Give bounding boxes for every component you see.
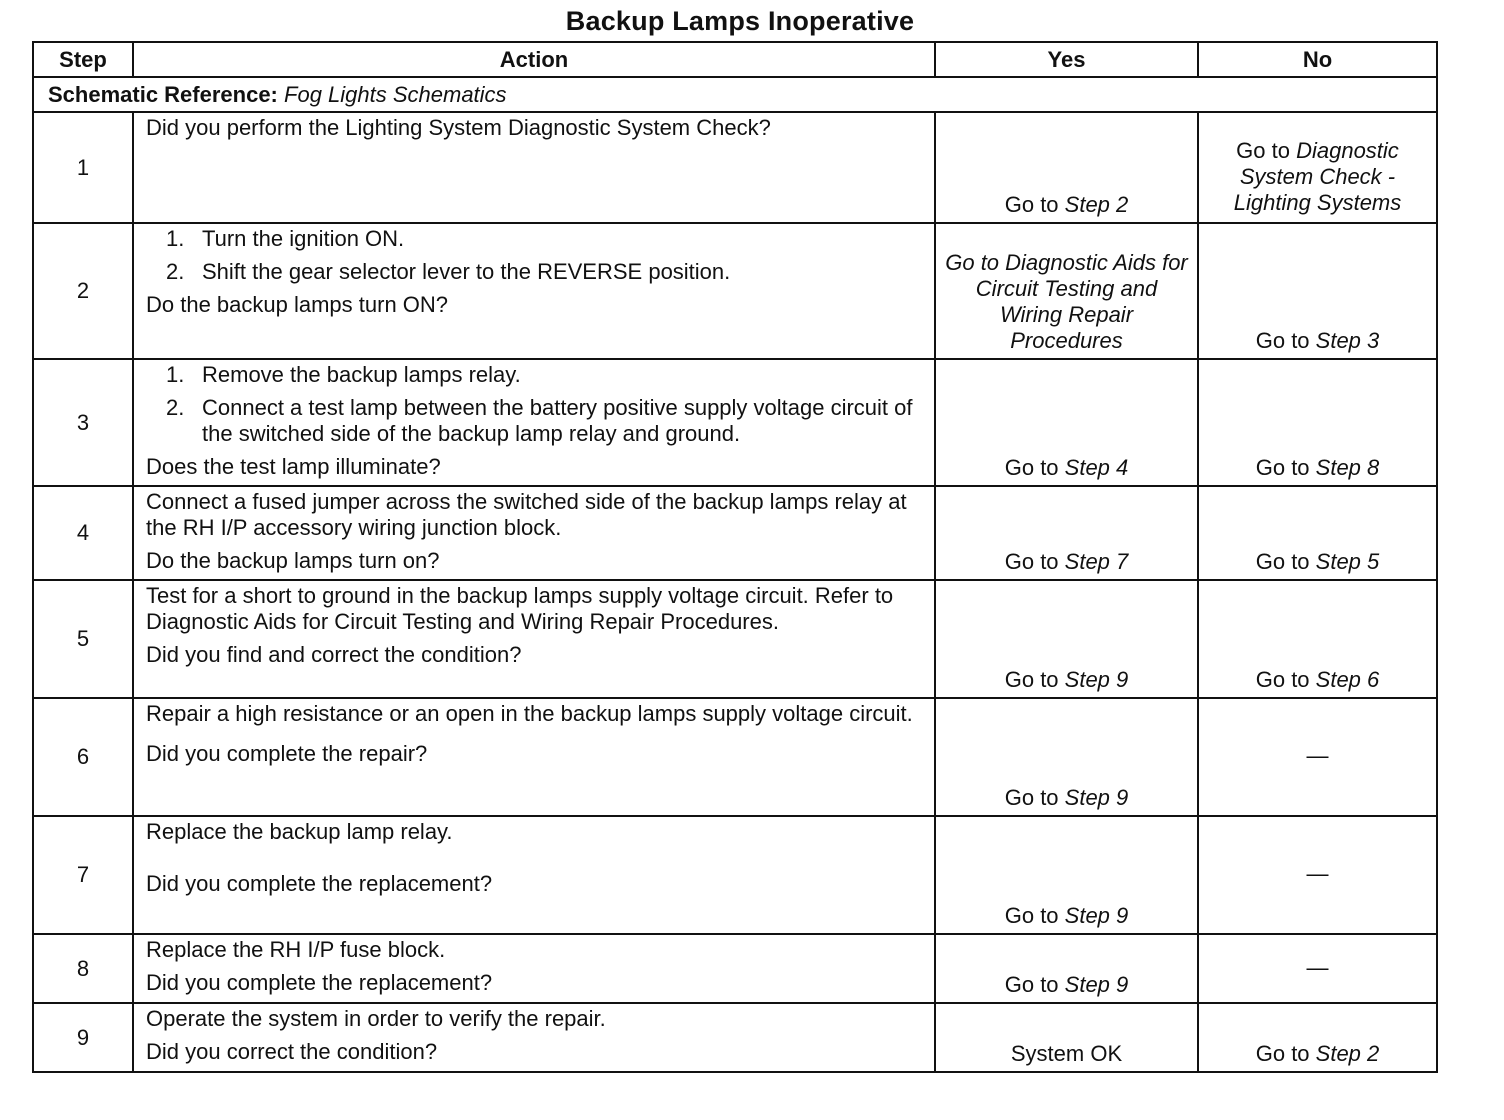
no-result	[1198, 359, 1437, 486]
action-steps-list	[146, 362, 926, 447]
yes-result-link[interactable]: Step 7	[1064, 549, 1129, 574]
header-step: Step	[33, 42, 133, 77]
no-result-link[interactable]: Step 6	[1315, 667, 1380, 692]
action-cell	[133, 816, 935, 934]
table-row	[33, 934, 1437, 1003]
action-cell	[133, 359, 935, 486]
action-step-text: Turn the ignition ON.	[202, 226, 405, 251]
action-step-item	[146, 362, 926, 388]
no-result-link[interactable]: Step 8	[1315, 455, 1380, 480]
step-number: 7	[33, 816, 133, 934]
no-result	[1198, 112, 1437, 223]
action-question: Did you complete the repair?	[146, 741, 428, 766]
action-question: Did you correct the condition?	[146, 1039, 438, 1064]
no-result-link[interactable]: Step 2	[1315, 1041, 1380, 1066]
action-step-item	[146, 259, 926, 285]
action-step-number: 1.	[166, 226, 185, 251]
no-result-text: Go to	[1236, 137, 1297, 163]
yes-result	[935, 816, 1198, 934]
step-number: 5	[33, 580, 133, 698]
action-cell	[133, 112, 935, 223]
schematic-reference-row	[33, 77, 1437, 112]
action-question: Does the test lamp illuminate?	[146, 454, 441, 479]
table-row	[33, 580, 1437, 698]
diagnostic-table	[32, 41, 1438, 1073]
yes-result-text: Go to	[1004, 455, 1065, 480]
yes-result-link[interactable]: Step 9	[1064, 903, 1129, 928]
yes-result-link[interactable]: Step 4	[1064, 455, 1129, 480]
yes-result-link[interactable]: Step 2	[1064, 192, 1129, 217]
step-number: 9	[33, 1003, 133, 1072]
yes-result-text: Go to	[1004, 549, 1065, 574]
no-result-text: Go to	[1255, 455, 1316, 480]
action-step-text: Remove the backup lamps relay.	[202, 362, 521, 387]
step-number: 3	[33, 359, 133, 486]
no-result-link[interactable]: Step 5	[1315, 549, 1380, 574]
action-cell	[133, 223, 935, 359]
table-row	[33, 112, 1437, 223]
schematic-reference-link[interactable]: Fog Lights Schematics	[284, 81, 507, 107]
table-row	[33, 1003, 1437, 1072]
action-step-item	[146, 395, 926, 447]
yes-result-text: Go to	[1004, 903, 1065, 928]
yes-result-text: Go to	[1004, 667, 1065, 692]
action-step-text: Shift the gear selector lever to the REVERSE position.	[202, 259, 731, 284]
yes-result	[935, 934, 1198, 1003]
table-row	[33, 698, 1437, 816]
yes-result-text: Go to	[1004, 785, 1065, 810]
action-text: Connect a fused jumper across the switched side of the backup lamps relay at the RH I/P accessory wiring junction block.	[146, 489, 907, 540]
yes-result	[935, 112, 1198, 223]
action-question: Did you complete the replacement?	[146, 970, 493, 995]
no-result	[1198, 223, 1437, 359]
table-row	[33, 223, 1437, 359]
schematic-reference-label: Schematic Reference:	[48, 81, 278, 107]
action-step-text: Connect a test lamp between the battery positive supply voltage circuit of the switched side of the backup lamp relay and ground.	[202, 395, 913, 446]
no-result	[1198, 698, 1437, 816]
step-number: 1	[33, 112, 133, 223]
action-cell	[133, 698, 935, 816]
table-row	[33, 816, 1437, 934]
step-number: 4	[33, 486, 133, 580]
action-question: Did you find and correct the condition?	[146, 642, 522, 667]
header-row	[33, 42, 1437, 77]
table-row	[33, 359, 1437, 486]
yes-result-link[interactable]: Go to Diagnostic Aids for Circuit Testing and Wiring Repair Procedures	[945, 250, 1188, 353]
yes-result	[935, 1003, 1198, 1072]
action-text: Test for a short to ground in the backup lamps supply voltage circuit. Refer to Diagnostic Aids for Circuit Testing and Wiring Repair Procedures.	[146, 583, 894, 634]
yes-result	[935, 698, 1198, 816]
action-steps-list	[146, 226, 926, 285]
action-question: Do the backup lamps turn ON?	[146, 292, 449, 317]
action-text: Did you perform the Lighting System Diagnostic System Check?	[146, 115, 771, 140]
no-result-text: —	[1306, 861, 1329, 886]
action-text: Operate the system in order to verify the repair.	[146, 1006, 606, 1031]
no-result	[1198, 816, 1437, 934]
step-number: 2	[33, 223, 133, 359]
action-step-number: 1.	[166, 362, 185, 387]
action-text: Replace the backup lamp relay.	[146, 819, 453, 844]
action-step-item	[146, 226, 926, 252]
action-text: Replace the RH I/P fuse block.	[146, 937, 446, 962]
yes-result-text: Go to	[1004, 192, 1065, 217]
no-result-text: Go to	[1255, 549, 1316, 574]
header-no: No	[1198, 42, 1437, 77]
no-result-link[interactable]: Diagnostic System Check - Lighting Systems	[1233, 137, 1402, 215]
action-question: Do the backup lamps turn on?	[146, 548, 440, 573]
page-title: Backup Lamps Inoperative	[565, 6, 915, 36]
yes-result-text: Go to	[1004, 972, 1065, 997]
no-result-link[interactable]: Step 3	[1315, 328, 1380, 353]
no-result-text: —	[1306, 743, 1329, 768]
step-number: 6	[33, 698, 133, 816]
header-action: Action	[133, 42, 935, 77]
action-cell	[133, 1003, 935, 1072]
no-result	[1198, 486, 1437, 580]
yes-result-text: System OK	[1010, 1041, 1123, 1066]
no-result-text: Go to	[1255, 667, 1316, 692]
action-step-number: 2.	[166, 395, 185, 420]
action-question: Did you complete the replacement?	[146, 871, 493, 896]
yes-result	[935, 486, 1198, 580]
no-result-text: —	[1306, 954, 1329, 980]
yes-result	[935, 580, 1198, 698]
yes-result	[935, 359, 1198, 486]
yes-result-link[interactable]: Step 9	[1064, 667, 1129, 692]
no-result-text: Go to	[1255, 328, 1316, 353]
no-result	[1198, 580, 1437, 698]
step-number: 8	[33, 934, 133, 1003]
action-text: Repair a high resistance or an open in the backup lamps supply voltage circuit.	[146, 701, 913, 726]
yes-result-link[interactable]: Step 9	[1064, 785, 1129, 810]
action-cell	[133, 486, 935, 580]
table-row	[33, 486, 1437, 580]
no-result	[1198, 1003, 1437, 1072]
no-result	[1198, 934, 1437, 1003]
action-cell	[133, 934, 935, 1003]
yes-result	[935, 223, 1198, 359]
no-result-text: Go to	[1255, 1041, 1316, 1066]
action-cell	[133, 580, 935, 698]
header-yes: Yes	[935, 42, 1198, 77]
action-step-number: 2.	[166, 259, 185, 284]
yes-result-link[interactable]: Step 9	[1064, 972, 1129, 997]
